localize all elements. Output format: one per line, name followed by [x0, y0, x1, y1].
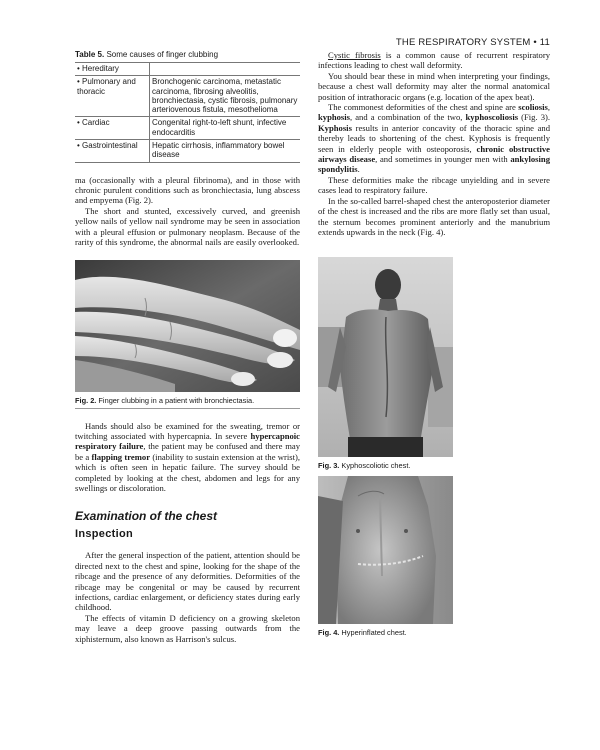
body-paragraph: In the so-called barrel-shaped chest the anteroposterior diameter of the chest is increased and the ribs are more flatly set than usual, the sternum becomes prominent anteriorly and the manubrium extends upwards in the neck (Fig. 4). [318, 195, 550, 237]
body-paragraph: These deformities make the ribcage unyielding and in severe cases lead to respiratory failure. [318, 174, 550, 196]
body-paragraph [318, 102, 550, 175]
text-run: , and a combination of the two, [350, 112, 466, 123]
fig-3-caption [318, 461, 453, 470]
table-cell-causes: Bronchogenic carcinoma, metastatic carcinoma, fibrosing alveolitis, bronchiectasia, cystic fibrosis, pulmonary arteriovenous fistula, mesothelioma [150, 76, 301, 117]
table-cell-causes: Hepatic cirrhosis, inflammatory bowel disease [150, 140, 301, 163]
fig-2-caption [75, 396, 300, 405]
running-header: THE RESPIRATORY SYSTEM • 11 [395, 37, 550, 48]
bold-term: scoliosis [518, 102, 548, 113]
text-run: , the patient may be confused and there may be a [75, 441, 300, 462]
table-row [75, 76, 300, 117]
fig-4-photo-hyperinflated-chest [318, 476, 453, 624]
fig-4-caption-text: Hyperinflated chest. [341, 628, 407, 638]
body-paragraph: The short and stunted, excessively curved, and greenish yellow nails of yellow nail syndrome may be seen in association with a pleural effusion or pulmonary neoplasm. Because of the rarity of this syndrome, the abnormal nails are easily overlooked. [75, 205, 300, 248]
table-cell-category: • Cardiac [75, 117, 150, 140]
text-run: , and sometimes in younger men with [375, 154, 511, 165]
table-5 [75, 62, 300, 163]
section-heading: Examination of the chest [75, 509, 218, 524]
text-run: . [357, 164, 360, 175]
bold-term: hypercapnoic respiratory failure [75, 430, 300, 452]
fig-3-label: Fig. 3. [318, 461, 340, 471]
bold-term: Kyphosis [318, 122, 352, 133]
figure-2 [75, 260, 300, 409]
fig-4-label: Fig. 4. [318, 628, 340, 638]
text-run: , [547, 102, 550, 113]
divider [75, 408, 300, 409]
text-run: Hands should also be examined for the sweating, tremor or twitching associated with hypercapnia. In severe [75, 420, 300, 441]
body-paragraph [318, 50, 550, 71]
text-run: results in anterior concavity of the thoracic spine and thereby leads to shortening of the chest. Kyphosis is frequently seen in elderly people with osteoporosis, [318, 122, 550, 154]
fig-2-label: Fig. 2. [75, 395, 97, 405]
text-run: The commonest deformities of the chest and spine are [328, 102, 519, 113]
body-paragraph [75, 421, 300, 494]
table-cell-category: • Gastrointestinal [75, 140, 150, 163]
table-5-title: Some causes of finger clubbing [106, 50, 219, 59]
bold-term: kyphosis [318, 112, 351, 123]
subsection-heading: Inspection [75, 528, 134, 541]
right-column [318, 50, 550, 637]
fig-3-caption-text: Kyphoscoliotic chest. [341, 461, 411, 471]
bold-term: ankylosing spondylitis [318, 154, 550, 175]
body-paragraph: The effects of vitamin D deficiency on a growing skeleton may leave a deep groove passing outwards from the xiphisternum, also known as Harrison's sulcus. [75, 612, 300, 644]
table-cell-causes: Congenital right-to-left shunt, infective endocarditis [150, 117, 301, 140]
table-5-caption [75, 50, 300, 59]
body-paragraph: You should bear these in mind when interpreting your findings, because a chest wall deformity may alter the normal anatomical position of intrathoracic organs (e.g. location of the apex beat). [318, 70, 550, 102]
fig-3-photo-kyphoscoliotic-chest [318, 257, 453, 457]
table-cell-causes [150, 63, 301, 76]
figure-4 [318, 476, 453, 637]
table-cell-category: • Pulmonary and thoracic [75, 76, 150, 117]
table-row [75, 140, 300, 163]
text-run: (inability to sustain extension at the wrist), which is often seen in hepatic failure. The survey should be completed by looking at the chest, abdomen and legs for any swellings or discoloration. [75, 451, 301, 493]
fig-2-caption-text: Finger clubbing in a patient with bronchiectasia. [98, 395, 255, 405]
table-row [75, 117, 300, 140]
bold-term: flapping tremor [91, 451, 151, 462]
left-column [75, 50, 300, 644]
text-run: is a common cause of recurrent respiratory infections leading to chest wall deformity. [318, 50, 550, 71]
bold-term: chronic obstructive airways disease [318, 143, 550, 165]
bold-term: kyphoscoliosis [465, 112, 519, 123]
figure-3 [318, 257, 453, 470]
fig-4-caption [318, 628, 453, 637]
text-run: (Fig. 3). [518, 112, 550, 123]
body-paragraph: ma (occasionally with a pleural fibrinoma), and in those with chronic purulent conditions such as bronchiectasia, lung abscess and empyema (Fig. 2). [75, 174, 300, 206]
table-row [75, 63, 300, 76]
table-cell-category: • Hereditary [75, 63, 150, 76]
body-paragraph: After the general inspection of the patient, attention should be directed next to the chest and spine, looking for the shape of the ribcage and the presence of any deformities. Deformities of the ribcage may be congenital or may be caused by recurrent infections, cardiac enlargement, or deficiency states during early childhood. [75, 550, 300, 613]
table-5-label: Table 5. [75, 50, 105, 59]
cystic-fibrosis-link[interactable]: Cystic fibrosis [328, 50, 381, 60]
fig-2-photo-finger-clubbing [75, 260, 300, 392]
